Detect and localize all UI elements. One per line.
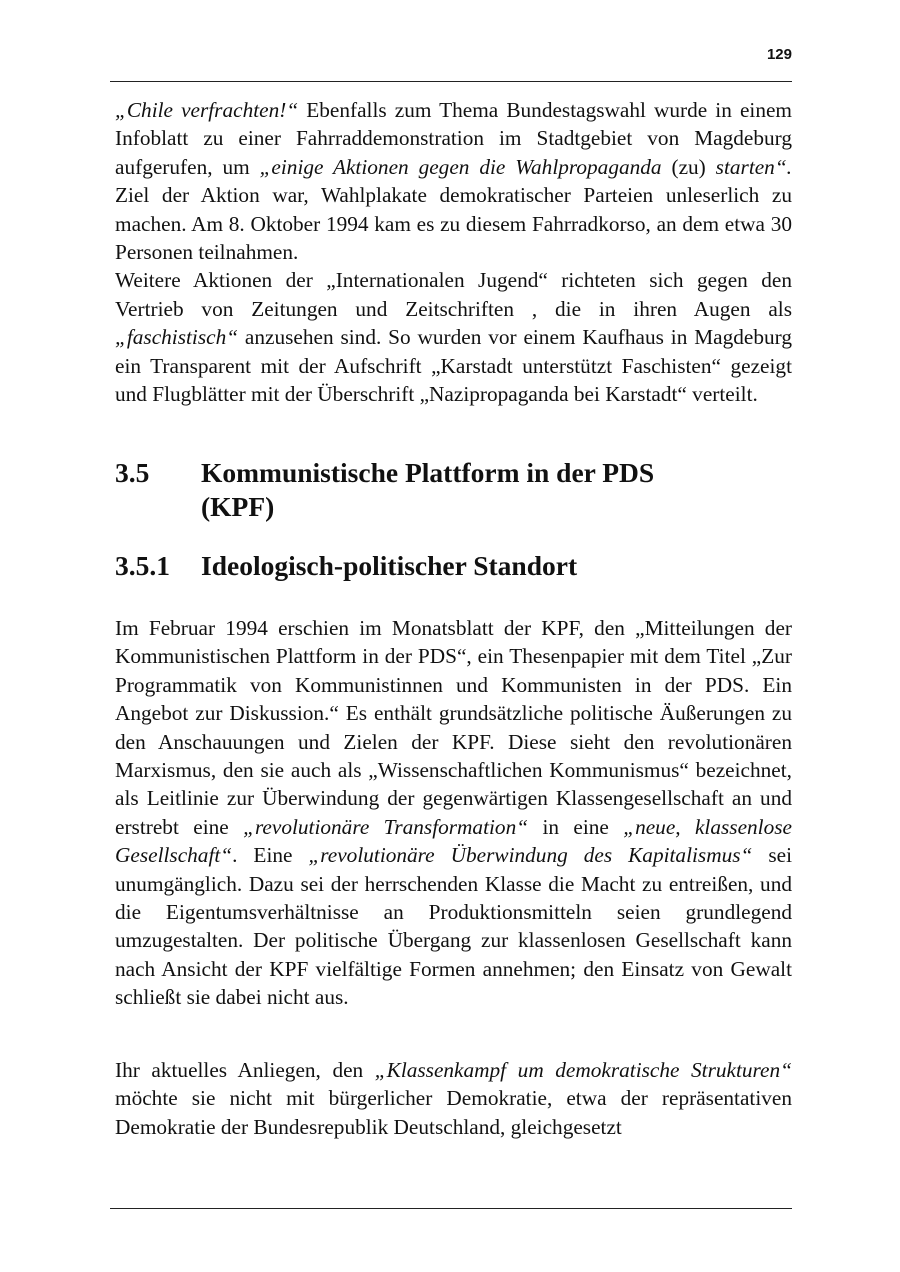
paragraph-text: Ihr aktuelles Anliegen, den bbox=[115, 1058, 375, 1082]
quote-starten: starten“. bbox=[715, 154, 792, 179]
paragraph-thesenpapier bbox=[115, 614, 792, 1012]
section-title-line-1: Kommunistische Plattform in der PDS bbox=[201, 457, 655, 488]
page-number: 129 bbox=[766, 46, 792, 63]
paragraph-text: (zu) bbox=[661, 154, 716, 179]
text-block-thesenpapier bbox=[115, 614, 792, 1012]
section-heading-3-5 bbox=[115, 456, 792, 526]
paragraph-text: Weitere Aktionen der „Internationalen Jugend“ richteten sich gegen den Vertrieb von Zeitungen und Zeitschriften , die in ihren Augen als bbox=[115, 268, 792, 321]
section-title bbox=[201, 456, 654, 524]
paragraph-text: sei unumgänglich. Dazu sei der herrschenden Klasse die Macht zu entreißen, und die Eigentumsverhältnisse an Produktionsmitteln seien grundlegend umzugestalten. Der politische Übergang zur klassenlosen Gesellschaft kann nach Ansicht der KPF vielfältige Formen annehmen; den Einsatz von Gewalt schließt sie dabei nicht aus. bbox=[115, 843, 792, 1010]
subsection-title: Ideologisch-politischer Standort bbox=[201, 550, 578, 581]
quote-faschistisch: „faschistisch“ bbox=[115, 325, 239, 350]
subsection-number: 3.5.1 bbox=[115, 550, 170, 581]
paragraph-karstadt bbox=[115, 266, 792, 408]
quote-chile-verfrachten: „Chile verfrachten!“ bbox=[115, 98, 299, 122]
paragraph-text: anzusehen sind. So wurden vor einem Kaufhaus in Magdeburg ein Transparent mit der Aufschrift „Karstadt unterstützt Faschisten“ gezeigt und Flugblätter mit der Überschrift „Nazipropaganda bei Karstadt“ verteilt. bbox=[115, 325, 792, 407]
text-block-internationale-jugend bbox=[115, 96, 792, 408]
quote-klassenkampf: „Klassenkampf um demokratische Strukturen“ bbox=[374, 1058, 792, 1082]
paragraph-text: Ziel der Aktion war, Wahlplakate demokratischer Parteien unleserlich zu machen. Am 8. Oktober 1994 kam es zu diesem Fahrradkorso, an dem etwa 30 Personen teilnahmen. bbox=[115, 183, 792, 265]
footer-rule bbox=[110, 1208, 792, 1209]
paragraph-fahrraddemonstration bbox=[115, 96, 792, 266]
quote-klassenlose-gesellschaft: „neue, klassenlose Gesellschaft“ bbox=[115, 814, 792, 868]
section-title-line-2: (KPF) bbox=[201, 491, 275, 522]
quote-aktionen-wahlpropaganda: „einige Aktionen gegen die Wahlpropaganda bbox=[259, 154, 662, 179]
paragraph-text: möchte sie nicht mit bürgerlicher Demokratie, etwa der repräsentativen Demokratie der Bundesrepublik Deutschland, gleichgesetzt bbox=[115, 1086, 792, 1139]
header-rule bbox=[110, 81, 792, 82]
quote-revolutionaere-transformation: „revolutionäre Transformation“ bbox=[243, 814, 529, 839]
quote-ueberwindung-kapitalismus: „revolutionäre Überwindung des Kapitalismus“ bbox=[308, 843, 753, 868]
paragraph-text: . Eine bbox=[232, 843, 309, 868]
subsection-heading-3-5-1 bbox=[115, 549, 792, 585]
paragraph-text: Im Februar 1994 erschien im Monatsblatt der KPF, den „Mitteilungen der Kommunistischen Plattform in der PDS“, ein Thesenpapier mit dem Titel „Zur Programmatik von Kommunistinnen und Kommunisten in der PDS. Ein Angebot zur Diskussion.“ Es enthält grundsätzliche politische Äußerungen zu den Anschauungen und Zielen der KPF. Diese sieht den revolutionären Marxismus, den sie auch als „Wissenschaftlichen Kommunismus“ bezeichnet, als Leitlinie zur Überwindung der gegenwärtigen Klassengesellschaft an und erstrebt eine bbox=[115, 616, 792, 839]
text-block-klassenkampf bbox=[115, 1056, 792, 1141]
section-number: 3.5 bbox=[115, 457, 150, 488]
paragraph-klassenkampf bbox=[115, 1056, 792, 1141]
paragraph-text: Ebenfalls zum Thema Bundestagswahl wurde in einem Infoblatt zu einer Fahrraddemonstration im Stadtgebiet von Magdeburg aufgerufen, um bbox=[115, 98, 792, 179]
paragraph-text: in eine bbox=[528, 814, 624, 839]
